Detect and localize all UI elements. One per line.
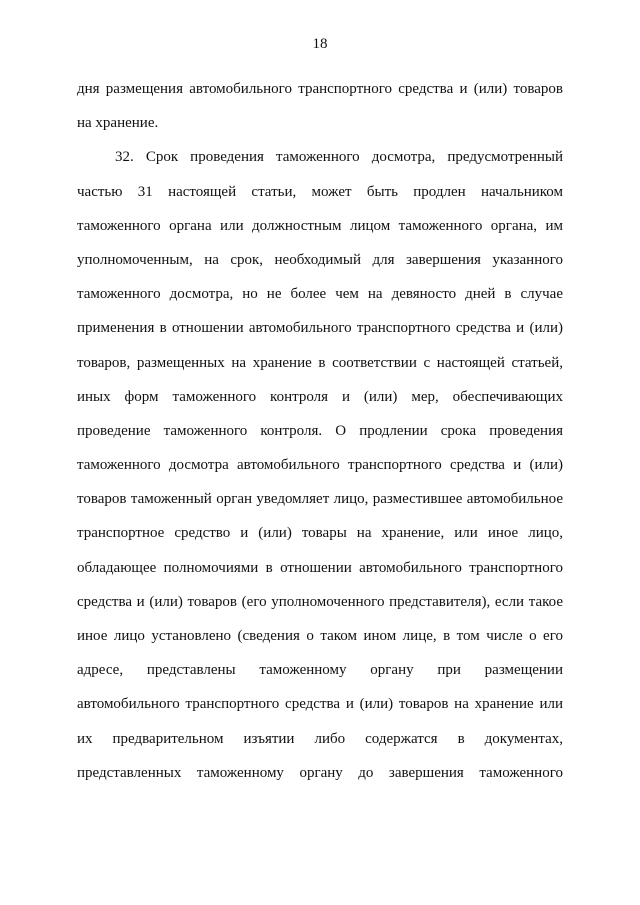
text-line: представленных таможенному органу до завершения таможенного [77,764,563,781]
text-line: их предварительном изъятии либо содержатся в документах, [77,730,563,747]
text-line: иных форм таможенного контроля и (или) мер, обеспечивающих [77,388,563,405]
text-line: проведение таможенного контроля. О продлении срока проведения [77,422,563,439]
text-line: товаров, размещенных на хранение в соответствии с настоящей статьей, [77,354,563,371]
text-line: транспортное средство и (или) товары на хранение, или иное лицо, [77,525,563,542]
text-line: таможенного досмотра, но не более чем на девяносто дней в случае [77,286,563,303]
text-line: таможенного органа или должностным лицом таможенного органа, им [77,217,563,234]
text-line: средства и (или) товаров (его уполномоченного представителя), если такое [77,593,563,610]
text-line: адресе, представлены таможенному органу при размещении [77,662,563,679]
text-line: частью 31 настоящей статьи, может быть продлен начальником [77,183,563,200]
text-line: обладающее полномочиями в отношении автомобильного транспортного [77,559,563,576]
page-number: 18 [312,36,328,52]
text-line: уполномоченным, на срок, необходимый для завершения указанного [77,251,563,268]
text-line: иное лицо установлено (сведения о таком ином лице, в том числе о его [77,628,563,644]
text-line: автомобильного транспортного средства и (или) товаров на хранение или [77,696,563,713]
text-line: таможенного досмотра автомобильного транспортного средства и (или) [77,457,563,474]
text-line: применения в отношении автомобильного транспортного средства и (или) [77,320,563,337]
paragraph-1 [77,72,563,140]
text-line: 32. Срок проведения таможенного досмотра, предусмотренный [115,149,563,166]
text-line: товаров таможенный орган уведомляет лицо, разместившее автомобильное [77,491,563,508]
text-line: дня размещения автомобильного транспортного средства и (или) товаров [77,81,563,97]
document-body [77,72,563,790]
text-line: на хранение. [77,115,159,132]
paragraph-2 [77,140,563,790]
